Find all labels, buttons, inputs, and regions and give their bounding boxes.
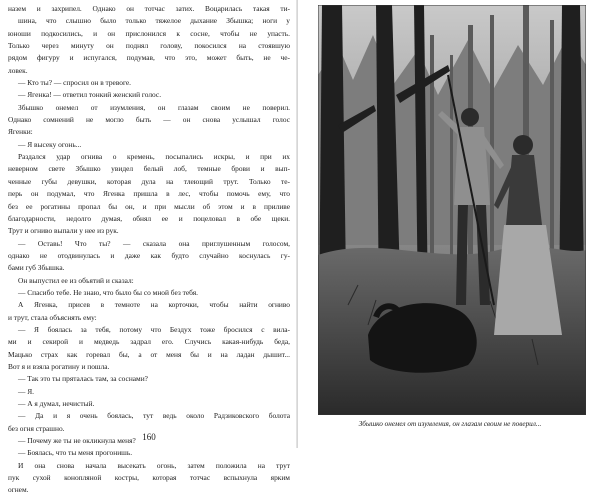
text-line: Однако сомнений не могло быть — он снова услышал голос <box>8 115 290 125</box>
text-line: Ягенки: <box>8 127 33 137</box>
text-line: рядом фигуру и испугался, подумав, что это, может быть, не че- <box>8 53 290 63</box>
text-line: — Боялась, что ты меня прогонишь. <box>18 448 133 458</box>
text-line: без огня страшно. <box>8 423 65 433</box>
forest-illustration <box>318 5 586 415</box>
text-line: — Я боялась за тебя, потому что Бездух тоже бросился с вила- <box>18 324 290 334</box>
text-line: без ее рогатины пропал бы он, и при мысли об этом и в приливе <box>8 201 290 211</box>
text-line: назем и захрипел. Однако он тотчас затих. Воцарилась такая ти- <box>8 4 290 13</box>
text-line: Он выпустил ее из объятий и сказал: <box>18 275 134 285</box>
text-line: — Да и я очень боялась, тут ведь около Радзиковского болота <box>18 411 290 421</box>
text-line: Збышко онемел от изумления, он глазам своим не поверил. <box>18 102 290 112</box>
text-line: юноши подкосились, и он прислонился к сосне, чтобы не упасть. <box>8 28 290 38</box>
text-line: — Кто ты? — спросил он в тревоге. <box>18 78 132 88</box>
text-line: однако не отодвинулась и даже как будто случайно коснулась гу- <box>8 250 290 260</box>
left-page <box>0 0 298 495</box>
text-line: пук сухой конопляной костры, которая тотчас вспыхнула ярким <box>8 473 290 483</box>
text-line: Только через минуту он поднял голову, покосился на стоявшую <box>8 41 290 51</box>
text-line: ловек. <box>8 65 28 75</box>
text-line: — Оставь! Что ты? — сказала она приглушенным голосом, <box>18 238 290 248</box>
text-line: Вот я и взяла рогатину и пошла. <box>8 361 110 371</box>
text-line: И она снова начала высекать огонь, затем положила на трут <box>18 460 290 470</box>
text-line: Раздался удар огнива о кремень, посыпались искры, и при их <box>18 152 290 162</box>
text-line: — Я высеку огонь... <box>18 139 82 149</box>
page-number: 160 <box>142 432 156 442</box>
text-line: бами губ Збышка. <box>8 263 65 273</box>
text-line: благодарности, недолго думая, обнял ее и поцеловал в обе щеки. <box>8 213 290 223</box>
text-line: — А я думал, нечистый. <box>18 399 95 408</box>
text-line: ми и секирой и медведь задрал его. Случись какая-нибудь беда, <box>8 337 290 347</box>
text-line: и трут, стала объяснять ему: <box>8 312 97 322</box>
text-line: ченные губы девушки, которая дула на тлеющий трут. Только те- <box>8 176 290 186</box>
illustration-caption: Збышко онемел от изумления, он глазам своим не поверил... <box>358 420 542 428</box>
text-line: — Я. <box>18 386 35 396</box>
text-line: — Так это ты пряталась там, за соснами? <box>18 374 148 384</box>
text-line: — Спасибо тебе. Не знаю, что было бы со мной без тебя. <box>18 287 198 297</box>
text-line: неверном свете Збышко увидел белый лоб, темные брови и вып- <box>8 164 290 174</box>
text-line: А Ягенка, присев в темноте на корточки, чтобы найти огниво <box>18 300 290 310</box>
text-line: огнем. <box>8 485 29 495</box>
text-line: Мацько страх как горевал бы, а от меня бы и на ладан дышит... <box>8 349 290 359</box>
text-line: Трут и огниво выпали у нее из рук. <box>8 226 119 236</box>
body-text <box>8 3 290 497</box>
text-line: перь он подумал, что Ягенка пришла в лес, чтобы помочь ему, что <box>8 189 290 199</box>
text-line: — Ягенка! — ответил тонкий женский голос. <box>18 90 162 100</box>
text-line: шина, что слышно было только тяжелое дыхание Збышка; ноги у <box>18 16 290 26</box>
text-line: — Почему же ты не окликнула меня? <box>18 436 136 446</box>
